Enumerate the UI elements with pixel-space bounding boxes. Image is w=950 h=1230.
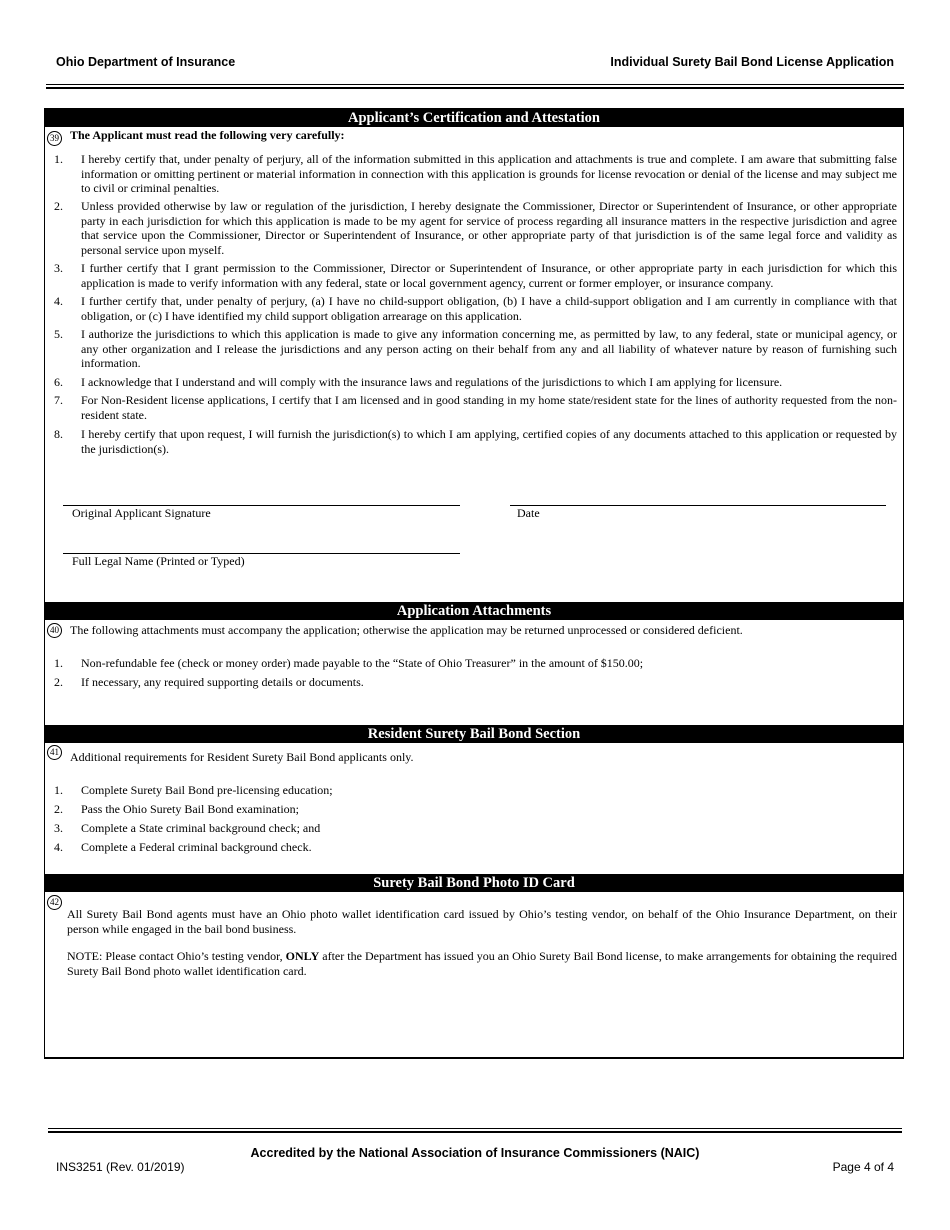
cert-item-number: 7. — [54, 393, 63, 407]
attachment-item-text: Non-refundable fee (check or money order) made payable to the “State of Ohio Treasurer” in the amount of $150.00; — [81, 656, 644, 670]
question-marker-42: 42 — [47, 895, 62, 910]
question-marker-39: 39 — [47, 131, 62, 146]
resident-intro: Additional requirements for Resident Surety Bail Bond applicants only. — [70, 750, 414, 764]
section-title-certification: Applicant’s Certification and Attestation — [45, 109, 903, 127]
attachment-item-number: 2. — [54, 675, 63, 689]
cert-item-number: 3. — [54, 261, 63, 275]
footer-rule-thick — [48, 1131, 902, 1133]
signature-label: Original Applicant Signature — [72, 506, 211, 520]
section-title-photo-id: Surety Bail Bond Photo ID Card — [45, 874, 903, 892]
resident-item-text: Pass the Ohio Surety Bail Bond examination; — [81, 802, 299, 816]
photo-id-requirement: All Surety Bail Bond agents must have an Ohio photo wallet identification card issued by Ohio’s testing vendor, on behalf of the Ohio Insurance Department, on their person while engaged in the bail bond business. — [67, 907, 897, 936]
header-form-title: Individual Surety Bail Bond License Application — [610, 55, 894, 69]
resident-item-number: 3. — [54, 821, 63, 835]
cert-item-text: I further certify that, under penalty of perjury, (a) I have no child-support obligation, (b) I have a child-support obligation and I am currently in compliance with that obligation, or (c) I have identified my child support obligation arrearage on this application. — [81, 294, 897, 323]
footer-form-number: INS3251 (Rev. 01/2019) — [56, 1160, 185, 1174]
cert-item-text: I hereby certify that upon request, I will furnish the jurisdiction(s) to which I am applying, certified copies of any documents attached to this application or requested by the jurisdiction(s). — [81, 427, 897, 456]
section-title-resident: Resident Surety Bail Bond Section — [45, 725, 903, 743]
header-agency: Ohio Department of Insurance — [56, 55, 236, 69]
footer-page-number: Page 4 of 4 — [832, 1160, 894, 1174]
header-rule — [46, 84, 904, 85]
date-line[interactable] — [510, 505, 886, 506]
resident-item-number: 1. — [54, 783, 63, 797]
resident-item-text: Complete Surety Bail Bond pre-licensing education; — [81, 783, 333, 797]
cert-item-text: I acknowledge that I understand and will comply with the insurance laws and regulations of the jurisdictions to which I am applying for licensure. — [81, 375, 783, 389]
cert-item-text: Unless provided otherwise by law or regulation of the jurisdiction, I hereby designate the Commissioner, Director or Superintendent of Insurance, or other appropriate party in each jurisdiction for which this application is made to be my agent for service of process regarding all insurance matters in the respective jurisdiction and agree that service upon the Commissioner, Director or Superintendent of Insurance, or other appropriate party of that jurisdiction is of the same legal force and validity as personal service upon myself. — [81, 199, 897, 257]
cert-item-number: 2. — [54, 199, 63, 213]
cert-item-text: I authorize the jurisdictions to which this application is made to give any information concerning me, as permitted by law, to any federal, state or municipal agency, or any other organization and I release the jurisdictions and any person acting on their behalf from any and all liability of whatever nature by reason of furnishing such information. — [81, 327, 897, 370]
cert-item-text: For Non-Resident license applications, I certify that I am licensed and in good standing in my home state/resident state for the lines of authority requested from the non-resident state. — [81, 393, 897, 422]
attachment-item-text: If necessary, any required supporting details or documents. — [81, 675, 364, 689]
resident-item-text: Complete a State criminal background check; and — [81, 821, 321, 835]
cert-item-number: 1. — [54, 152, 63, 166]
resident-item-number: 4. — [54, 840, 63, 854]
question-marker-40: 40 — [47, 623, 62, 638]
section-title-attachments: Application Attachments — [45, 602, 903, 620]
cert-item-number: 6. — [54, 375, 63, 389]
resident-item-number: 2. — [54, 802, 63, 816]
attachments-intro: The following attachments must accompany the application; otherwise the application may be returned unprocessed or considered deficient. — [70, 623, 743, 637]
form-frame — [44, 108, 904, 1059]
full-name-label: Full Legal Name (Printed or Typed) — [72, 554, 245, 568]
photo-id-note-start: NOTE: Please contact Ohio’s testing vendor, — [67, 949, 286, 963]
cert-item-text: I hereby certify that, under penalty of perjury, all of the information submitted in this application and attachments is true and complete. I am aware that submitting false information or omitting pertinent or material information in connection with this application is grounds for license revocation or denial of the license and may subject me to civil or criminal penalties. — [81, 152, 897, 195]
cert-item-number: 5. — [54, 327, 63, 341]
cert-item-number: 8. — [54, 427, 63, 441]
date-label: Date — [517, 506, 540, 520]
photo-id-note — [67, 949, 897, 978]
resident-item-text: Complete a Federal criminal background check. — [81, 840, 312, 854]
attachment-item-number: 1. — [54, 656, 63, 670]
photo-id-note-emphasis: ONLY — [285, 949, 320, 963]
photo-id-note-end: after the Department has issued you an Ohio Surety Bail Bond license, to make arrangements for obtaining the required Surety Bail Bond photo wallet identification card. — [67, 949, 897, 978]
question-marker-41: 41 — [47, 745, 62, 760]
cert-item-number: 4. — [54, 294, 63, 308]
header-rule-thick — [46, 87, 904, 89]
footer-rule — [48, 1128, 902, 1129]
cert-item-text: I further certify that I grant permission to the Commissioner, Director or Superintendent of Insurance, or other appropriate party in each jurisdiction for which this application is made to verify information with any federal, state or local government agency, current or former employer, or insurance company. — [81, 261, 897, 290]
certification-intro: The Applicant must read the following very carefully: — [70, 128, 345, 142]
footer-accreditation: Accredited by the National Association of Insurance Commissioners (NAIC) — [250, 1146, 700, 1160]
